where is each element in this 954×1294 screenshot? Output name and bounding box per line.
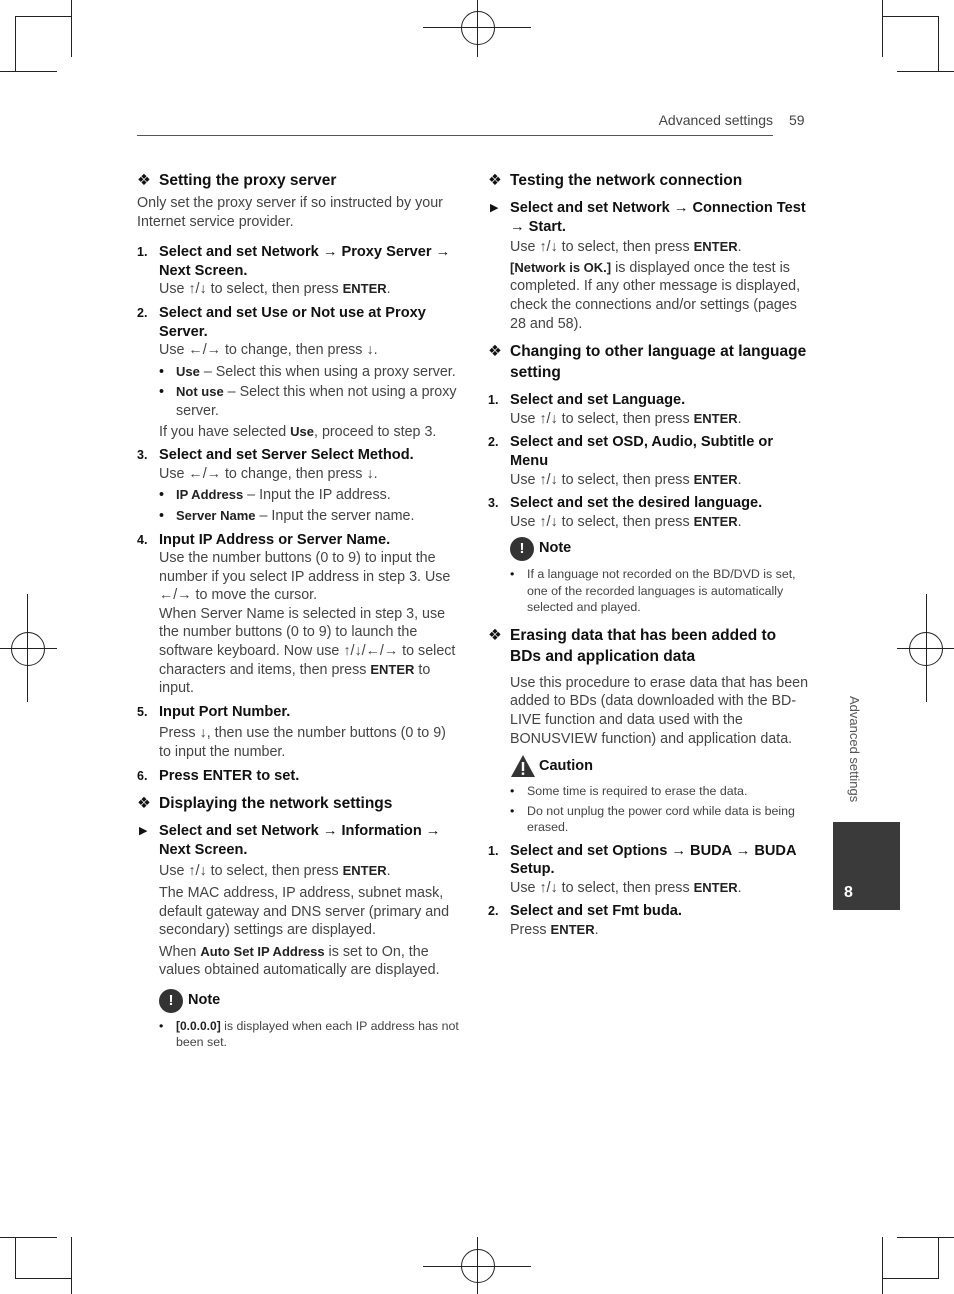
step-title: Input Port Number. (159, 703, 291, 720)
erase-body (488, 674, 810, 836)
page-number: 59 (789, 112, 805, 128)
enter-key-label: ENTER (342, 281, 387, 297)
step-title: Select and set the desired language. (510, 495, 763, 512)
left-right-arrow-icon: ←/→ (188, 465, 221, 482)
left-right-arrow-icon: ←/→ (159, 587, 192, 604)
step-title: Select and set Network → Connection Test → Start. (510, 200, 806, 235)
chapter-number: 8 (844, 884, 853, 901)
note-heading: ! Note (159, 988, 459, 1013)
right-column (488, 170, 810, 940)
language-step-3: 3. Select and set the desired language. Use ↑/↓ to select, then press ENTER. ! Note • If a language not recorded on the BD/DVD is set, one of the recorded languages is automatically selected and played. (488, 494, 810, 616)
up-down-arrow-icon: ↑/↓ (539, 471, 558, 488)
left-right-arrow-icon: ←/→ (188, 342, 221, 359)
language-step-2: 2. Select and set OSD, Audio, Subtitle or Menu Use ↑/↓ to select, then press ENTER. (488, 433, 810, 489)
diamond-bullet-icon: ❖ (488, 626, 502, 644)
diamond-bullet-icon: ❖ (137, 795, 151, 813)
up-down-arrow-icon: ↑/↓ (188, 281, 207, 298)
proxy-step-3: 3. Select and set Server Select Method. Use ←/→ to change, then press ↓. • IP Address – Input the IP address. • Server Name – Input the server name. (137, 446, 459, 525)
caution-heading: Caution (510, 754, 810, 779)
option-use: • Use – Select this when using a proxy server. (159, 363, 456, 380)
proxy-step-4: 4. Input IP Address or Server Name. Use the number buttons (0 to 9) to input the number if you select IP address in step 3. Use ←/→ to move the cursor. When Server Name is selected in step 3, use the number buttons (0 to 9) to launch the software keyboard. Now use ↑/↓/←/→ to select characters and items, then press ENTER to input. (137, 531, 459, 698)
option-not-use: • Not use – Select this when not using a proxy server. (159, 384, 457, 419)
step-title: Select and set OSD, Audio, Subtitle or Menu (510, 434, 773, 469)
note-heading: ! Note (510, 536, 810, 561)
erase-intro: Use this procedure to erase data that has been added to BDs (data downloaded with the BD-LIVE function and data used with the BONUSVIEW function) and application data. (510, 674, 809, 747)
enter-key-label: ENTER (370, 661, 415, 677)
exclamation-icon: ! (510, 537, 534, 561)
section-heading-proxy: ❖ Setting the proxy server (137, 172, 337, 189)
section-heading-display: ❖ Displaying the network settings (137, 795, 393, 813)
side-tab-label: Advanced settings (847, 696, 862, 803)
step-title: Select and set Use or Not use at Proxy Server. (159, 304, 426, 340)
left-column (137, 170, 459, 1051)
four-way-arrow-icon: ↑/↓/←/→ (343, 643, 399, 660)
erase-step-1: 1. Select and set Options → BUDA → BUDA Setup. Use ↑/↓ to select, then press ENTER. (488, 842, 810, 898)
step-title: Select and set Fmt buda. (510, 903, 682, 920)
exclamation-icon: ! (159, 989, 183, 1013)
down-arrow-icon: ↓ (366, 342, 374, 359)
section-heading-test: ❖ Testing the network connection (488, 172, 743, 189)
step-title: Select and set Options → BUDA → BUDA Setup. (510, 842, 796, 878)
enter-key-label: ENTER (550, 922, 595, 938)
enter-key-label: ENTER (693, 471, 738, 487)
note-item: • [0.0.0.0] is displayed when each IP address has not been set. (159, 1018, 459, 1050)
step-title: Select and set Server Select Method. (159, 447, 414, 464)
up-down-arrow-icon: ↑/↓ (539, 513, 558, 530)
language-step-1: 1. Select and set Language. Use ↑/↓ to select, then press ENTER. (488, 391, 810, 428)
proxy-step-6: 6. Press ENTER to set. (137, 767, 459, 786)
step-title: Select and set Language. (510, 392, 686, 409)
diamond-bullet-icon: ❖ (137, 172, 151, 189)
step-title: Select and set Network → Information → Next Screen. (159, 823, 441, 858)
proxy-intro: Only set the proxy server if so instructed by your Internet service provider. (137, 195, 443, 230)
up-down-arrow-icon: ↑/↓ (539, 239, 558, 256)
up-down-arrow-icon: ↑/↓ (539, 410, 558, 427)
display-description: The MAC address, IP address, subnet mask, default gateway and DNS server (primary and secondary) settings are displayed. (159, 885, 450, 939)
option-server-name: • Server Name – Input the server name. (159, 507, 415, 524)
note-item: • If a language not recorded on the BD/DVD is set, one of the recorded languages is automatically selected and played. (510, 567, 796, 615)
enter-key-label: ENTER (693, 513, 738, 529)
up-down-arrow-icon: ↑/↓ (188, 863, 207, 880)
diamond-bullet-icon: ❖ (488, 343, 502, 361)
step-title: Input IP Address or Server Name. (159, 531, 391, 548)
up-down-arrow-icon: ↑/↓ (539, 879, 558, 896)
caution-item: • Do not unplug the power cord while data is being erased. (510, 803, 795, 835)
enter-key-label: ENTER (693, 410, 738, 426)
caution-item: • Some time is required to erase the data. (510, 784, 748, 799)
display-step: ▶ Select and set Network → Information → Next Screen. Use ↑/↓ to select, then press ENTER. The MAC address, IP address, subnet mask, default gateway and DNS server (primary and secondary) settings are displayed. When Auto Set IP Address is set to On, the values obtained automatically are displayed. ! Note • [0.0.0.0] is displayed when each IP address has not been set. (139, 823, 459, 1050)
triangle-bullet-icon: ▶ (490, 202, 499, 214)
enter-key-label: ENTER (693, 239, 738, 255)
running-header: Advanced settings (658, 112, 773, 128)
option-ip-address: • IP Address – Input the IP address. (159, 487, 391, 504)
header-rule (137, 135, 773, 136)
down-arrow-icon: ↓ (366, 465, 374, 482)
step-title: Select and set Network → Proxy Server → Next Screen. (159, 244, 451, 279)
proxy-step-2: 2. Select and set Use or Not use at Proxy Server. Use ←/→ to change, then press ↓. • Use – Select this when using a proxy server. • Not use – Select this when not using a proxy server. If you have selected Use, proceed to step 3. (137, 304, 459, 441)
enter-key-label: ENTER (693, 879, 738, 895)
erase-step-2: 2. Select and set Fmt buda. Press ENTER. (488, 902, 810, 939)
proxy-step-1: 1. Select and set Network → Proxy Server → Next Screen. Use ↑/↓ to select, then press ENTER. (137, 243, 459, 299)
section-heading-language: ❖ Changing to other language at language setting (488, 343, 807, 382)
diamond-bullet-icon: ❖ (488, 172, 502, 189)
warning-triangle-icon (510, 754, 536, 778)
proxy-step-5: 5. Input Port Number. Press ↓, then use the number buttons (0 to 9) to input the number. (137, 703, 459, 762)
step-title: Press ENTER to set. (159, 767, 300, 784)
enter-key-label: ENTER (342, 863, 387, 879)
down-arrow-icon: ↓ (199, 725, 207, 742)
test-step: ▶ Select and set Network → Connection Test → Start. Use ↑/↓ to select, then press ENTER. [Network is OK.] is displayed once the test is completed. If any other message is displayed, check the connections and/or settings (pages 28 and 58). (488, 199, 810, 333)
section-heading-erase: ❖ Erasing data that has been added to BDs and application data (488, 626, 777, 665)
triangle-bullet-icon: ▶ (139, 825, 148, 838)
